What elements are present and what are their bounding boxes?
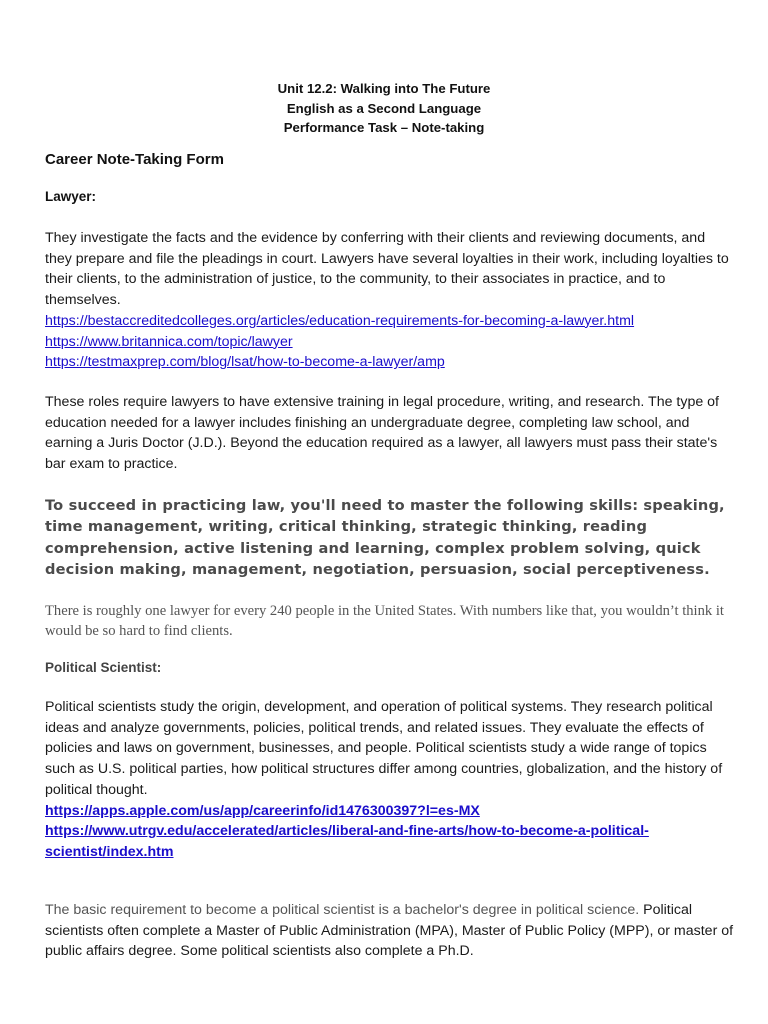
lawyer-section <box>45 228 735 373</box>
lawyer-statistic-paragraph: There is roughly one lawyer for every 240 people in the United States. With numbers like that, you wouldn’t think it would be so hard to find clients. <box>45 603 724 639</box>
requirement-text-part1: The basic requirement to become a political scientist is a bachelor's degree in political science. <box>45 902 640 918</box>
lawyer-paragraph: They investigate the facts and the evidence by conferring with their clients and reviewing documents, and they prepare and file the pleadings in court. Lawyers have several loyalties in their work, including loyalties to their clients, to the administration of justice, to the community, to their associates in practice, and to themselves. <box>45 230 729 309</box>
form-title: Career Note-Taking Form <box>45 151 224 168</box>
lawyer-link-britannica[interactable]: https://www.britannica.com/topic/lawyer <box>45 333 293 350</box>
lawyer-training-paragraph: These roles require lawyers to have extensive training in legal procedure, writing, and research. The type of education needed for a lawyer includes finishing an undergraduate degree, completing law school, and earning a Juris Doctor (J.D.). Beyond the education required as a lawyer, all lawyers must pass their state's bar exam to practice. <box>45 394 720 473</box>
political-scientist-link-apple[interactable]: https://apps.apple.com/us/app/careerinfo/id1476300397?l=es-MX <box>45 802 480 819</box>
lawyer-skills-paragraph: To succeed in practicing law, you'll need to master the following skills: speaking, time management, writing, critical thinking, strategic thinking, reading comprehension, active listening and learning, complex problem solving, quick decision making, management, negotiation, persuasion, social perceptiveness. <box>45 497 725 579</box>
lawyer-link-education[interactable]: https://bestaccreditedcolleges.org/articles/education-requirements-for-becoming-a-lawyer.html <box>45 312 635 329</box>
political-scientist-link-utrgv[interactable]: https://www.utrgv.edu/accelerated/articles/liberal-and-fine-arts/how-to-become-a-political-scientist/index.htm <box>45 823 649 860</box>
document-header <box>0 79 768 138</box>
political-scientist-section <box>45 697 735 863</box>
requirement-text-part2: Political scientists often complete a Master of Public Administration (MPA), Master of Public Policy (MPP), or master of public affairs degree. Some political scientists also complete a Ph.D. <box>45 902 734 960</box>
header-course: English as a Second Language <box>286 100 482 116</box>
lawyer-link-testmaxprep[interactable]: https://testmaxprep.com/blog/lsat/how-to-become-a-lawyer/amp <box>45 354 445 371</box>
political-scientist-heading: Political Scientist: <box>45 660 162 675</box>
header-unit-title: Unit 12.2: Walking into The Future <box>277 81 491 96</box>
political-scientist-requirement-paragraph <box>45 900 735 962</box>
lawyer-heading: Lawyer: <box>45 189 97 204</box>
header-task: Performance Task – Note-taking <box>283 120 485 135</box>
political-scientist-paragraph: Political scientists study the origin, development, and operation of political systems. They research political ideas and analyze governments, policies, political trends, and related issues. They evaluate the effects of policies and laws on government, businesses, and people. Political scientists study a wide range of topics such as U.S. political parties, how political structures differ among countries, globalization, and the history of political thought. <box>45 699 723 798</box>
